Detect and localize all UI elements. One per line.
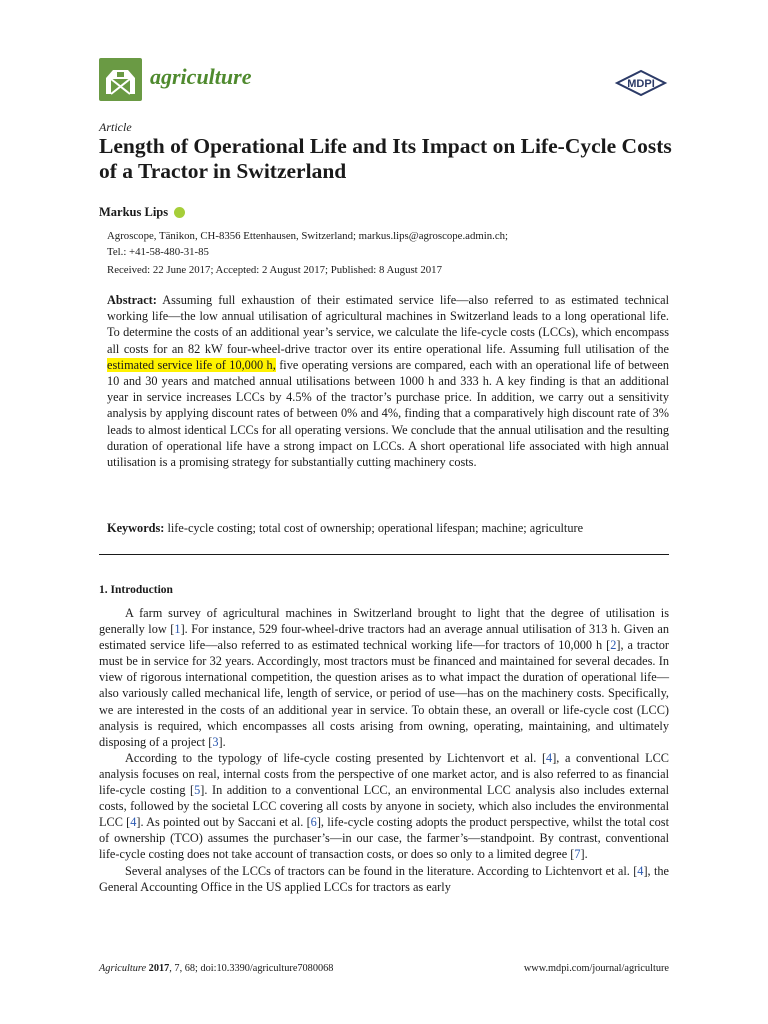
citation-link[interactable]: 4 — [546, 750, 553, 765]
footer-year: 2017 — [148, 963, 170, 974]
section-divider — [99, 554, 669, 555]
paper-title: Length of Operational Life and Its Impact on Life-Cycle Costs of a Tractor in Switzerland — [99, 134, 672, 183]
citation-link[interactable]: 4 — [130, 815, 137, 830]
affiliation — [107, 228, 667, 260]
mdpi-logo-text: MDPI — [627, 78, 655, 90]
text-run: ]. As pointed out by Saccani et al. [ — [136, 815, 311, 830]
text-run: ]. — [218, 734, 226, 749]
abstract-highlight: estimated service life of 10,000 h, — [107, 357, 276, 372]
citation-link[interactable]: 2 — [610, 638, 617, 653]
footer-journal: Agriculture — [99, 963, 147, 974]
keywords-label: Keywords: — [107, 521, 165, 535]
footer-url[interactable]: www.mdpi.com/journal/agriculture — [523, 963, 669, 974]
abstract-label: Abstract: — [107, 293, 157, 307]
orcid-icon[interactable] — [174, 207, 185, 218]
citation-link[interactable]: 3 — [212, 734, 219, 749]
text-run: ]. For instance, 529 four-wheel-drive tractors had an average annual utilisation of 313 h. Given an estimated service life—also referred to as estimated technical working life—for tractors of 10,000 h [ — [99, 622, 669, 653]
mdpi-logo[interactable] — [613, 68, 669, 98]
paragraph-3 — [99, 863, 669, 895]
citation-link[interactable]: 1 — [174, 622, 181, 637]
abstract-text-2: five operating versions are compared, each with an operational life of between 10 and 30 years and matched annual utilisations between 1000 h and 333 h. A key finding is that an additional year in service increases LCCs by 4.5% of the tractor’s purchase price. In addition, we carry out a sensitivity analysis by applying discount rates of between 0% and 4%, finding that a comparatively high discount rate of 3% leads to almost identical LCCs for all operating versions. We conclude that the annual utilisation and the resulting duration of operational life have a strong impact on LCCs. A short operational life associated with high annual utilisation is a promising strategy for substantially cutting machinery costs. — [107, 357, 669, 470]
text-run: Several analyses of the LCCs of tractors can be found in the literature. According to Lichtenvort et al. [ — [125, 863, 638, 878]
journal-name[interactable]: agriculture — [150, 64, 252, 89]
footer-citation — [99, 963, 333, 974]
keywords-text: life-cycle costing; total cost of ownership; operational lifespan; machine; agriculture — [164, 521, 584, 535]
author-name[interactable]: Markus Lips — [99, 205, 169, 219]
citation-link[interactable]: 5 — [194, 783, 201, 798]
footer-doi[interactable]: , 7, 68; doi:10.3390/agriculture7080068 — [169, 963, 334, 974]
text-run: ], life-cycle costing adopts the product perspective, whilst the total cost of ownership (TCO) assumes the purchaser’s—in our case, the farmer’s—standpoint. By contrast, conventional life-cycle costing does not take account of transaction costs, or does so only to a limited degree [ — [99, 815, 669, 862]
paragraph-1 — [99, 605, 669, 750]
abstract-text-1: Assuming full exhaustion of their estimated service life—also referred to as estimated technical working life—the low annual utilisation of agricultural machines in Switzerland leads to a long operational life. To determine the costs of an additional year’s service, we calculate the life-cycle costs (LCCs), which encompass all costs for an 82 kW four-wheel-drive tractor over its entire operational life. Assuming full utilisation of the — [107, 293, 669, 356]
affiliation-address: Agroscope, Tänikon, CH-8356 Ettenhausen, Switzerland; markus.lips@agroscope.admin.ch; — [107, 230, 509, 242]
text-run: ], a tractor must be in service for 32 years. Accordingly, most tractors must be financed and maintained for several decades. In view of rigorous international competition, the question arises as to what impact the duration of operational life—also variously called mechanical life, length of service, or period of use—has on the machinery costs. Specifically, we are interested in the costs of an additional year in service. To obtain these, an overall or life-cycle cost (LCC) analysis is required, which encompasses all costs arising from owning, operating, maintaining, and ultimately disposing of a project [ — [99, 638, 669, 749]
citation-link[interactable]: 7 — [574, 847, 581, 862]
text-run: ]. In addition to a conventional LCC, an environmental LCC analysis also includes external costs, followed by the societal LCC covering all costs by anyone in society, which also includes the environmental LCC [ — [99, 783, 669, 830]
journal-logo — [99, 58, 142, 101]
affiliation-phone: Tel.: +41-58-480-31-85 — [107, 246, 209, 258]
author-line — [99, 205, 185, 220]
keywords — [107, 521, 669, 536]
text-run: ], a conventional LCC analysis focuses on real, internal costs from the perspective of one market actor, and is also referred to as financial life-cycle costing [ — [99, 750, 669, 798]
text-run: According to the typology of life-cycle costing presented by Lichtenvort et al. [ — [125, 750, 547, 765]
section-heading: 1. Introduction — [99, 584, 173, 596]
article-type: Article — [99, 120, 132, 134]
body-text — [99, 605, 669, 895]
citation-link[interactable]: 4 — [637, 863, 644, 878]
abstract — [107, 292, 669, 470]
barn-icon — [99, 58, 142, 101]
citation-link[interactable]: 6 — [310, 815, 317, 830]
text-run: ]. — [580, 847, 588, 862]
paragraph-2 — [99, 750, 669, 863]
publication-dates: Received: 22 June 2017; Accepted: 2 August 2017; Published: 8 August 2017 — [107, 264, 442, 276]
text-run: ], the General Accounting Office in the US applied LCCs for tractors as early — [99, 863, 669, 894]
text-run: A farm survey of agricultural machines in Switzerland brought to light that the degree of utilisation is generally low [ — [99, 606, 669, 637]
